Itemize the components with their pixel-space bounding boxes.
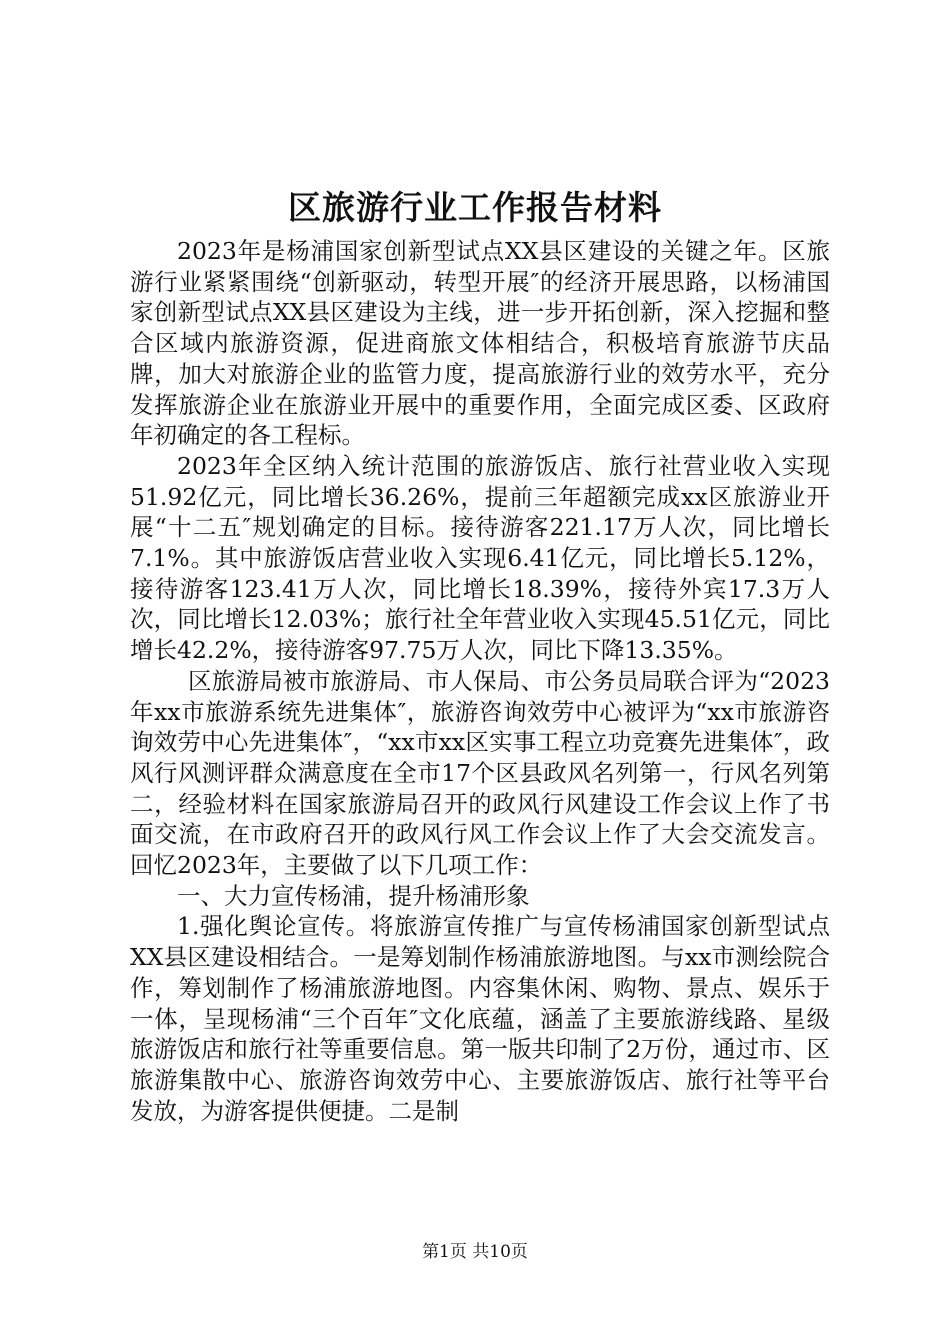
paragraph-statistics: 2023年全区纳入统计范围的旅游饭店、旅行社营业收入实现51.92亿元，同比增长36.26%，提前三年超额完成xx区旅游业开展“十二五″规划确定的目标。接待游客221.17万人次，同比增长7.1%。其中旅游饭店营业收入实现6.41亿元，同比增长5.12%，接待游客123.41万人次，同比增长18.39%，接待外宾17.3万人次，同比增长12.03%；旅行社全年营业收入实现45.51亿元，同比增长42.2%，接待游客97.75万人次，同比下降13.35%。 [130, 451, 830, 665]
paragraph-honors: 区旅游局被市旅游局、市人保局、市公务员局联合评为“2023年xx市旅游系统先进集体″，旅游咨询效劳中心被评为“xx市旅游咨询效劳中心先进集体″，“xx市xx区实事工程立功竞赛先进集体″，政风行风测评群众满意度在全市17个区县政风名列第一，行风名列第二，经验材料在国家旅游局召开的政风行风建设工作会议上作了书面交流，在市政府召开的政风行风工作会议上作了大会交流发言。回忆2023年，主要做了以下几项工作： [130, 666, 830, 880]
page-number-footer: 第1页 共10页 [422, 1242, 528, 1262]
paragraph-intro: 2023年是杨浦国家创新型试点XX县区建设的关键之年。区旅游行业紧紧围绕“创新驱动，转型开展″的经济开展思路，以杨浦国家创新型试点XX县区建设为主线，进一步开拓创新，深入挖掘和整合区域内旅游资源，促进商旅文体相结合，积极培育旅游节庆品牌，加大对旅游企业的监管力度，提高旅游行业的效劳水平，充分发挥旅游企业在旅游业开展中的重要作用，全面完成区委、区政府年初确定的各工程标。 [130, 237, 830, 450]
section-heading: 一、大力宣传杨浦，提升杨浦形象 [177, 881, 530, 910]
paragraph-publicity: 1.强化舆论宣传。将旅游宣传推广与宣传杨浦国家创新型试点XX县区建设相结合。一是筹划制作杨浦旅游地图。与xx市测绘院合作，筹划制作了杨浦旅游地图。内容集休闲、购物、景点、娱乐于一体，呈现杨浦“三个百年″文化底蕴，涵盖了主要旅游线路、星级旅游饭店和旅行社等重要信息。第一版共印制了2万份，通过市、区旅游集散中心、旅游咨询效劳中心、主要旅游饭店、旅行社等平台发放，为游客提供便捷。二是制 [130, 912, 830, 1125]
document-body [130, 236, 830, 1126]
document-title: 区旅游行业工作报告材料 [288, 188, 662, 227]
